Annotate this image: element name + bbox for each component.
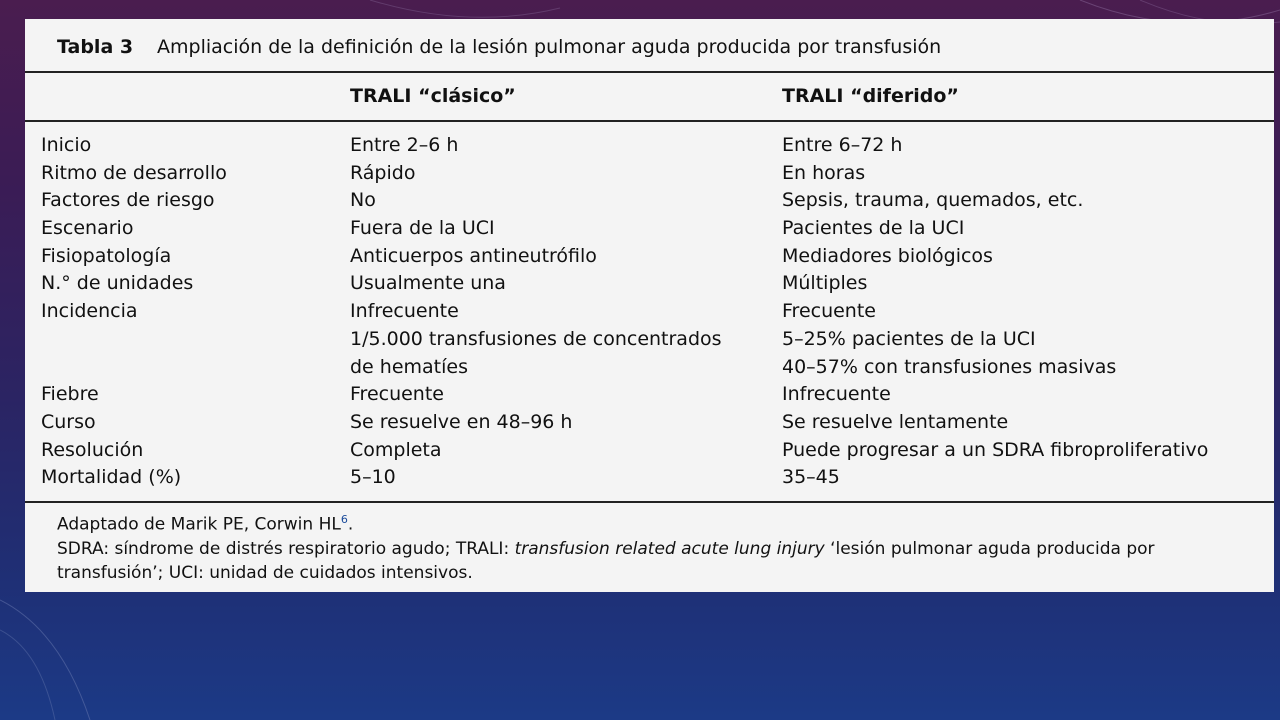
- cell-delayed: Infrecuente: [782, 383, 891, 406]
- cell-delayed: Múltiples: [782, 272, 868, 295]
- cell-classic: Rápido: [350, 161, 416, 184]
- cell-classic: Usualmente una: [350, 272, 506, 295]
- cell-delayed: Entre 6–72 h: [782, 134, 903, 156]
- row-label: Ritmo de desarrollo: [41, 161, 227, 184]
- table-caption: [57, 36, 941, 58]
- table-row: [25, 187, 1274, 215]
- table-row: [25, 437, 1274, 465]
- cell-delayed: 35–45: [782, 466, 840, 489]
- rule-bottom: [25, 501, 1274, 503]
- cell-classic: 5–10: [350, 466, 396, 489]
- table-figure: [25, 19, 1274, 592]
- row-label: Resolución: [41, 438, 144, 461]
- footnote-source: Adaptado de Marik PE, Corwin $HL^6$.: [57, 513, 354, 535]
- table-body: [25, 132, 1274, 492]
- row-label: Curso: [41, 410, 96, 433]
- cell-delayed: Frecuente: [782, 300, 876, 323]
- background-decoration-bottom-left: [0, 590, 160, 720]
- column-header-classic: TRALI “clásico”: [350, 85, 516, 107]
- rule-top: [25, 71, 1274, 73]
- cell-delayed: Puede progresar a un SDRA fibroproliferativo: [782, 438, 1209, 461]
- cell-delayed: Mediadores biológicos: [782, 244, 993, 267]
- table-row: [25, 132, 1274, 160]
- table-row: [25, 326, 1274, 354]
- cell-delayed: Pacientes de la UCI: [782, 217, 965, 240]
- footnote-abbreviations: SDRA: síndrome de distrés respiratorio agudo; TRALI: transfusion related acute lung injury ‘lesión pulmonar aguda producida por transfusión’; UCI: unidad de cuidados intensivos.: [57, 538, 1155, 583]
- cell-delayed: Sepsis, trauma, quemados, etc.: [782, 189, 1084, 212]
- row-label: Escenario: [41, 217, 134, 240]
- table-row: [25, 160, 1274, 188]
- row-label: Incidencia: [41, 300, 138, 323]
- cell-classic: Entre 2–6 h: [350, 134, 459, 156]
- table-row: [25, 270, 1274, 298]
- cell-classic: Fuera de la UCI: [350, 217, 495, 240]
- row-label: N.° de unidades: [41, 272, 194, 295]
- reference-link[interactable]: 6: [340, 513, 348, 526]
- table-row: [25, 464, 1274, 492]
- cell-classic: de hematíes: [350, 355, 468, 378]
- cell-classic: 1/5.000 transfusiones de concentrados: [350, 327, 722, 350]
- table-row: [25, 354, 1274, 382]
- table-number: Tabla 3: [57, 36, 134, 58]
- cell-delayed: Se resuelve lentamente: [782, 410, 1009, 433]
- table-title: Ampliación de la definición de la lesión pulmonar aguda producida por transfusión: [157, 36, 942, 58]
- row-label: Mortalidad (%): [41, 466, 182, 489]
- row-label: Inicio: [41, 134, 92, 156]
- cell-classic: Anticuerpos antineutrófilo: [350, 244, 597, 267]
- table-row: [25, 298, 1274, 326]
- cell-classic: Completa: [350, 438, 442, 461]
- cell-delayed: En horas: [782, 161, 866, 184]
- row-label: Fiebre: [41, 383, 99, 406]
- table-row: [25, 215, 1274, 243]
- cell-classic: No: [350, 189, 376, 212]
- table-row: [25, 381, 1274, 409]
- rule-header: [25, 120, 1274, 122]
- cell-delayed: 40–57% con transfusiones masivas: [782, 355, 1117, 378]
- table-row: [25, 409, 1274, 437]
- cell-classic: Se resuelve en 48–96 h: [350, 410, 573, 433]
- cell-classic: Infrecuente: [350, 300, 459, 323]
- cell-classic: Frecuente: [350, 383, 444, 406]
- row-label: Fisiopatología: [41, 244, 172, 267]
- cell-delayed: 5–25% pacientes de la UCI: [782, 327, 1036, 350]
- column-header-delayed: TRALI “diferido”: [782, 85, 959, 107]
- table-footnote: [57, 508, 1237, 585]
- table-row: [25, 243, 1274, 271]
- row-label: Factores de riesgo: [41, 189, 215, 212]
